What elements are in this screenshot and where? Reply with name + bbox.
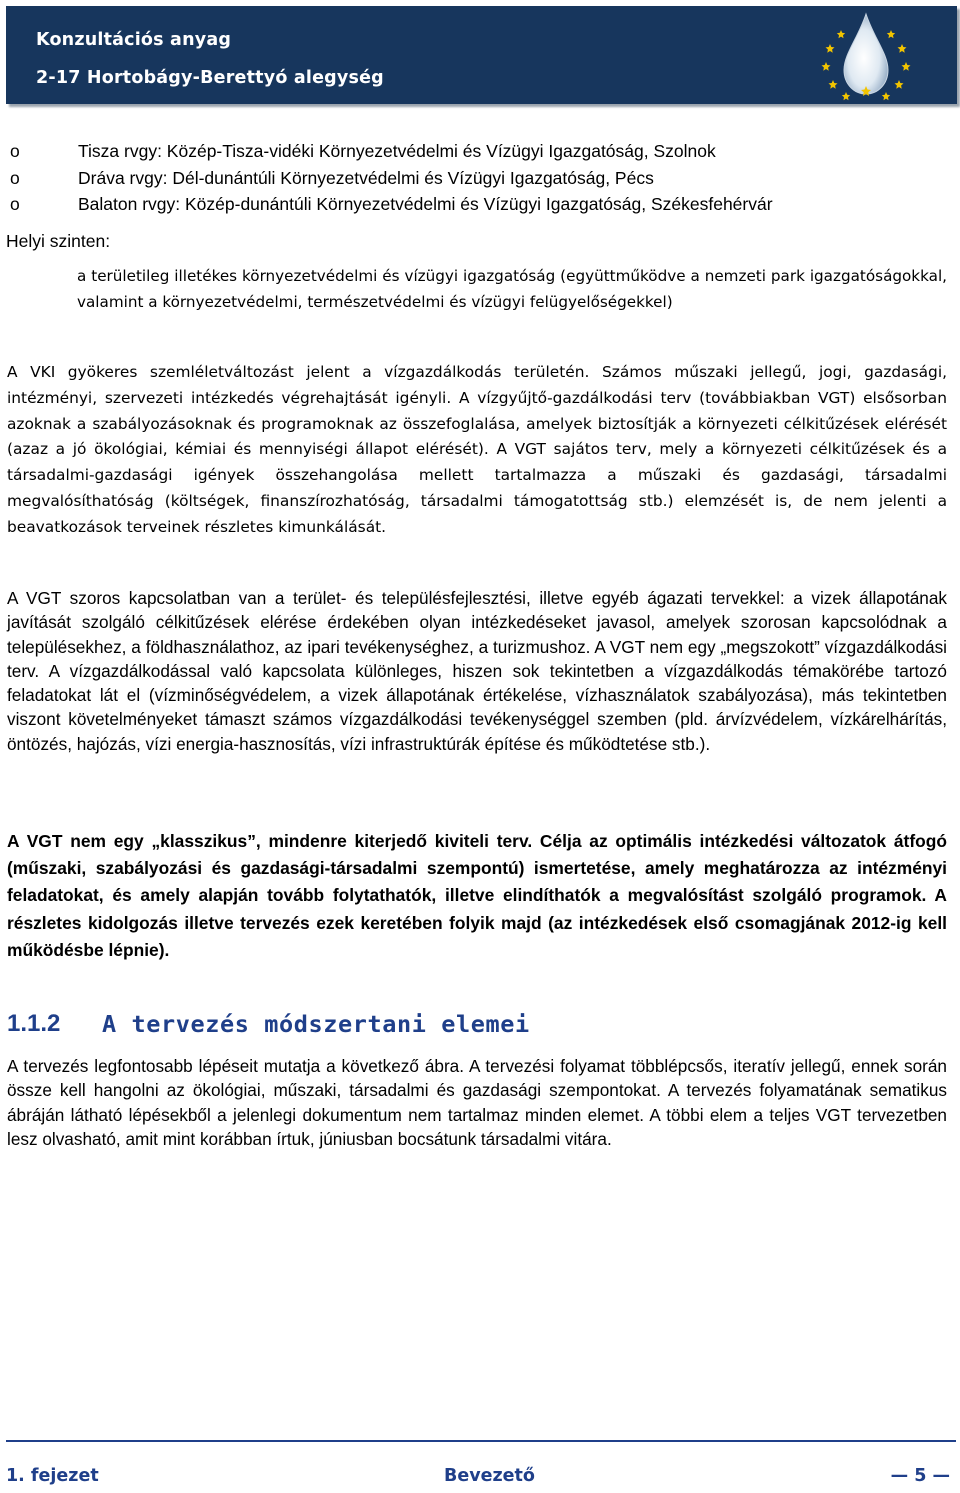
chapter-title: Bevezető [444, 1466, 535, 1486]
chapter-label: 1. fejezet [6, 1466, 99, 1486]
list-item [10, 191, 960, 218]
section-heading [7, 1006, 947, 1046]
list-item-text: Tisza rvgy: Közép-Tisza-vidéki Környezetvédelmi és Vízügyi Igazgatóság, Szolnok [78, 141, 716, 161]
list-item [10, 138, 960, 165]
paragraph-planning-steps: A tervezés legfontosabb lépéseit mutatja a következő ábra. A tervezési folyamat többlépcsős, iteratív jellegű, ennek során össze kell hangolni az ökológiai, műszaki, társadalmi és gazdasági szempontokat. A tervezés folyamatának sematikus ábráján látható lépésekből a jelenlegi dokumentum nem tartalmaz minden elemet. A többi elem a teljes VGT tervezetben lesz olvasható, amit mint korábban írtuk, júniusban bocsátunk társadalmi vitára. [7, 1056, 947, 1150]
local-level-text: a területileg illetékes környezetvédelmi és vízügyi igazgatóság (együttműködve a nemzeti park igazgatóságokkal, valamint a környezetvédelmi, természetvédelmi és vízügyi felügyelőségekkel) [77, 267, 947, 312]
bullet-list [10, 138, 960, 218]
local-level-label: Helyi szinten: [6, 231, 111, 251]
list-item-text: Dráva rvgy: Dél-dunántúli Környezetvédelmi és Vízügyi Igazgatóság, Pécs [78, 167, 654, 188]
bullet-marker: o [10, 141, 20, 161]
page-header [6, 6, 957, 104]
list-item [10, 165, 960, 192]
page-footer [6, 1466, 956, 1492]
list-item-text: Balaton rvgy: Közép-dunántúli Környezetvédelmi és Vízügyi Igazgatóság, Székesfehérvár [78, 194, 773, 214]
paragraph-vki: A VKI gyökeres szemléletváltozást jelent a vízgazdálkodás területén. Számos műszaki jellegű, jogi, gazdasági, intézményi, szervezeti intézkedés végrehajtását igényli. A vízgyűjtő-gazdálkodási terv (továbbiakban VGT) elsősorban azoknak a szabályozásoknak és programoknak az összefoglalása, amelyek biztosítják a környezeti célkitűzések elérését (azaz a jó ökológiai, kémiai és mennyiségi állapot elérését). A VGT sajátos terv, mely a környezeti célkitűzések és a társadalmi-gazdasági igények összehangolása mellett tartalmazza a műszaki és gazdasági, társadalmi megvalósíthatóság (költségek, finanszírozhatóság, társadalmi támogatottság stb.) elemzését is, de nem jelenti a beavatkozások terveinek részletes kimunkálását. [7, 363, 947, 536]
document-title: Konzultációs anyag [36, 30, 232, 50]
water-drop-icon [844, 14, 888, 94]
page-number: — 5 — [890, 1466, 950, 1486]
paragraph-vgt-bold: A VGT nem egy „klasszikus”, mindenre kiterjedő kiviteli terv. Célja az optimális intézkedési változatok átfogó (műszaki, szabályozási és gazdasági-társadalmi szempontú) ismertetése, amely meghatározza az intézményi feladatokat, és amely alapján tovább folytathatók, illetve elindíthatók a megvalósítást szolgáló programok. A részletes kidolgozás illetve tervezés ezek keretében folyik majd (az intézkedések első csomagjának 2012-ig kell működésbe lépnie). [7, 831, 947, 960]
section-number: 1.1.2 [7, 1010, 61, 1037]
footer-divider [6, 1440, 956, 1442]
bullet-marker: o [10, 167, 20, 188]
document-subtitle: 2-17 Hortobágy-Berettyó alegység [36, 68, 384, 88]
bullet-marker: o [10, 194, 20, 214]
water-drop-eu-stars-logo [806, 8, 926, 104]
paragraph-vgt-relations: A VGT szoros kapcsolatban van a terület- és településfejlesztési, illetve egyéb ágazati tervekkel: a vizek állapotának javítását szolgáló célkitűzések elérése érdekében olyan intézkedéseket javasol, amelyek szorosan kapcsolódnak a településekhez, a földhasználathoz, az ipari tevékenységhez, a turizmushoz. A VGT nem egy „megszokott” vízgazdálkodási terv. A vízgazdálkodással való kapcsolata különleges, hiszen sok tekintetben a vízgazdálkodás témakörébe tartozó feladatokat lát el (vízminőségvédelem, a vizek állapotának értékelése, vízhasználatok szabályozása), más tekintetben viszont követelményeket támaszt számos vízgazdálkodási tevékenységgel szemben (pld. árvízvédelem, vízkárelhárítás, öntözés, hajózás, vízi energia-hasznosítás, vízi infrastruktúrák építése és működtetése stb.). [7, 588, 947, 754]
section-title: A tervezés módszertani elemei [102, 1010, 530, 1038]
